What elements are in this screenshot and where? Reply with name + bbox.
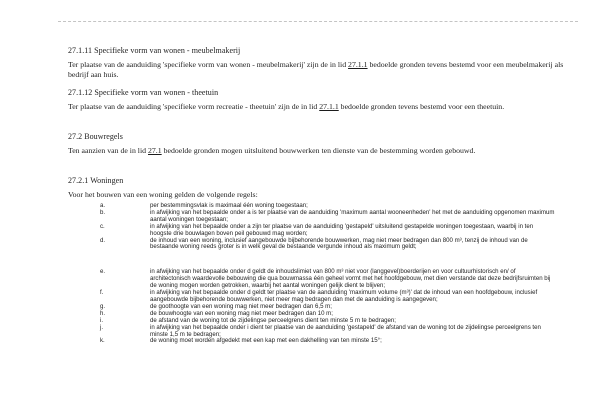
list-marker: c.	[100, 222, 105, 230]
paragraph-text: bedoelde gronden tevens bestemd voor een theetuin.	[338, 102, 505, 111]
list-item	[100, 338, 555, 345]
subsection-heading-27-2-1: 27.2.1 Woningen	[68, 176, 124, 185]
rules-list	[100, 203, 555, 345]
lid-reference-link[interactable]: 27.1.1	[319, 102, 339, 111]
section-paragraph-27-1-12	[68, 102, 568, 112]
list-item-text: in afwijking van het bepaalde onder a zijn ter plaatse van de aanduiding 'gestapeld' uitsluitend gestapelde woningen toegestaan, waarbij in ten hoogste drie bouwlagen boven peil gebouwd mag worden;	[150, 222, 534, 237]
list-item-text: de goothoogte van een woning mag niet meer bedragen dan 6,5 m;	[150, 302, 332, 310]
list-item	[100, 290, 555, 304]
section-heading-27-2: 27.2 Bouwregels	[68, 132, 123, 141]
list-item-text: per bestemmingsvlak is maximaal één woning toegestaan;	[150, 202, 308, 209]
section-heading-27-1-11: 27.1.11 Specifieke vorm van wonen - meubelmakerij	[68, 46, 241, 55]
list-item	[100, 269, 555, 290]
list-marker: k.	[100, 337, 105, 345]
list-marker: g.	[100, 302, 106, 310]
scan-top-edge	[58, 21, 578, 22]
list-item-text: de inhoud van een woning, inclusief aangebouwde bijbehorende bouwwerken, mag niet meer bedragen dan 800 m³, tenzij de inhoud van de bestaande woning reeds groter is in welk geval de bestaande vergunde inhoud als maximum geldt;	[150, 236, 528, 251]
list-item-text: in afwijking van het bepaalde onder d geldt ter plaatse van de aanduiding 'maximum volume (m³)' dat de inhoud van een hoofdgebouw, inclusief aangebouwde bijbehorende bouwwerken, niet meer mag bedragen dan met de aanduiding is aangegeven;	[150, 289, 538, 303]
list-item	[100, 238, 555, 252]
list-marker: a.	[100, 202, 106, 209]
list-item	[100, 210, 555, 224]
list-item	[100, 224, 555, 238]
list-item-text: de afstand van de woning tot de zijdelingse perceelgrens dient ten minste 5 m te bedragen;	[150, 316, 396, 324]
paragraph-text: Ter plaatse van de aanduiding 'specifieke vorm van wonen - meubelmakerij' zijn de in lid	[68, 60, 349, 69]
paragraph-text: bedoelde gronden mogen uitsluitend bouwwerken ten dienste van de bestemming worden gebouwd.	[161, 146, 476, 155]
list-marker: d.	[100, 236, 106, 244]
subsection-intro: Voor het bouwen van een woning gelden de volgende regels:	[68, 190, 258, 199]
list-item-text: in afwijking van het bepaalde onder a is ter plaatse van de aanduiding 'maximum aantal wooneenheden' het met de aanduiding opgenomen maximum aantal woningen toegestaan;	[150, 208, 555, 223]
lid-reference-link[interactable]: 27.1	[148, 146, 162, 155]
list-marker: j.	[100, 323, 104, 331]
paragraph-text: Ter plaatse van de aanduiding 'specifieke vorm recreatie - theetuin' zijn de in lid	[68, 102, 320, 111]
list-item	[100, 325, 555, 339]
list-item-text: de bouwhoogte van een woning mag niet meer bedragen dan 10 m;	[150, 309, 333, 317]
list-item-text: de woning moet worden afgedekt met een kap met een dakhelling van ten minste 15°;	[150, 337, 382, 345]
lid-reference-link[interactable]: 27.1.1	[348, 60, 368, 69]
list-marker: i.	[100, 316, 104, 324]
list-marker: e.	[100, 268, 106, 276]
section-heading-27-1-12: 27.1.12 Specifieke vorm van wonen - theetuin	[68, 88, 219, 97]
list-item-text: in afwijking van het bepaalde onder d geldt de inhoudslimiet van 800 m³ niet voor (langgevel)boerderijen en voor cultuurhistorisch en/ of architectonisch waardevolle bebouwing die qua bouwmassa één geheel vormt met het hoofdgebouw, met dien verstande dat deze bedrijfsruimten bij de woning mogen worden getrokken, waarbij het aantal woningen gelijk dient te blijven;	[150, 268, 551, 290]
list-item-text: in afwijking van het bepaalde onder i dient ter plaatse van de aanduiding 'gestapeld' de afstand van de woning tot de zijdelingse perceelgrens ten minste 1,5 m te bedragen;	[150, 323, 541, 338]
list-marker: h.	[100, 309, 106, 317]
paragraph-text: bedoelde gronden tevens bestemd voor een meubelmakerij als bedrijf aan huis.	[68, 60, 564, 79]
list-marker: b.	[100, 208, 106, 216]
list-marker: f.	[100, 289, 104, 297]
section-paragraph-27-1-11	[68, 60, 568, 79]
paragraph-text: Ten aanzien van de in lid	[68, 146, 148, 155]
section-paragraph-27-2	[68, 146, 568, 156]
